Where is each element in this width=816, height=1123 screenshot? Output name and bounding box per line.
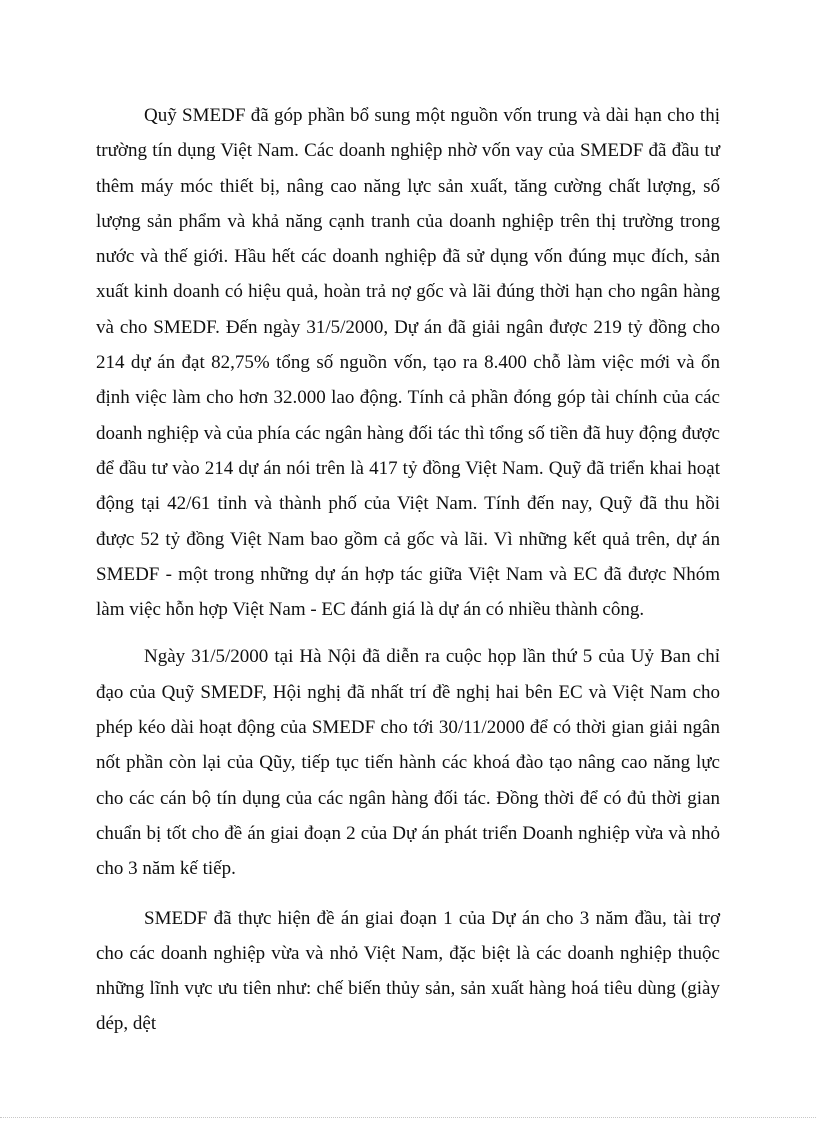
page-bottom-divider (0, 1117, 816, 1118)
paragraph-smedf-results: Quỹ SMEDF đã góp phần bổ sung một nguồn vốn trung và dài hạn cho thị trường tín dụng Việt Nam. Các doanh nghiệp nhờ vốn vay của SMEDF đã đầu tư thêm máy móc thiết bị, nâng cao năng lực sản xuất, tăng cường chất lượng, số lượng sản phẩm và khả năng cạnh tranh của doanh nghiệp trên thị trường trong nước và thế giới. Hầu hết các doanh nghiệp đã sử dụng vốn đúng mục đích, sản xuất kinh doanh có hiệu quả, hoàn trả nợ gốc và lãi đúng thời hạn cho ngân hàng và cho SMEDF. Đến ngày 31/5/2000, Dự án đã giải ngân được 219 tỷ đồng cho 214 dự án đạt 82,75% tổng số nguồn vốn, tạo ra 8.400 chỗ làm việc mới và ổn định việc làm cho hơn 32.000 lao động. Tính cả phần đóng góp tài chính của các doanh nghiệp và của phía các ngân hàng đối tác thì tổng số tiền đã huy động được để đầu tư vào 214 dự án nói trên là 417 tỷ đồng Việt Nam. Quỹ đã triển khai hoạt động tại 42/61 tỉnh và thành phố của Việt Nam. Tính đến nay, Quỹ đã thu hồi được 52 tỷ đồng Việt Nam bao gồm cả gốc và lãi. Vì những kết quả trên, dự án SMEDF - một trong những dự án hợp tác giữa Việt Nam và EC đã được Nhóm làm việc hỗn hợp Việt Nam - EC đánh giá là dự án có nhiều thành công. (96, 105, 720, 621)
paragraph-steering-committee-meeting: Ngày 31/5/2000 tại Hà Nội đã diễn ra cuộc họp lần thứ 5 của Uỷ Ban chỉ đạo của Quỹ SMEDF, Hội nghị đã nhất trí đề nghị hai bên EC và Việt Nam cho phép kéo dài hoạt động của SMEDF cho tới 30/11/2000 để có thời gian giải ngân nốt phần còn lại của Qũy, tiếp tục tiến hành các khoá đào tạo nâng cao năng lực cho các cán bộ tín dụng của các ngân hàng đối tác. Đồng thời để có đủ thời gian chuẩn bị tốt cho đề án giai đoạn 2 của Dự án phát triển Doanh nghiệp vừa và nhỏ cho 3 năm kế tiếp. (96, 646, 720, 880)
document-body (96, 98, 720, 1042)
paragraph-phase-one: SMEDF đã thực hiện đề án giai đoạn 1 của Dự án cho 3 năm đầu, tài trợ cho các doanh nghiệp vừa và nhỏ Việt Nam, đặc biệt là các doanh nghiệp thuộc những lĩnh vực ưu tiên như: chế biến thủy sản, sản xuất hàng hoá tiêu dùng (giày dép, dệt (96, 907, 720, 1035)
